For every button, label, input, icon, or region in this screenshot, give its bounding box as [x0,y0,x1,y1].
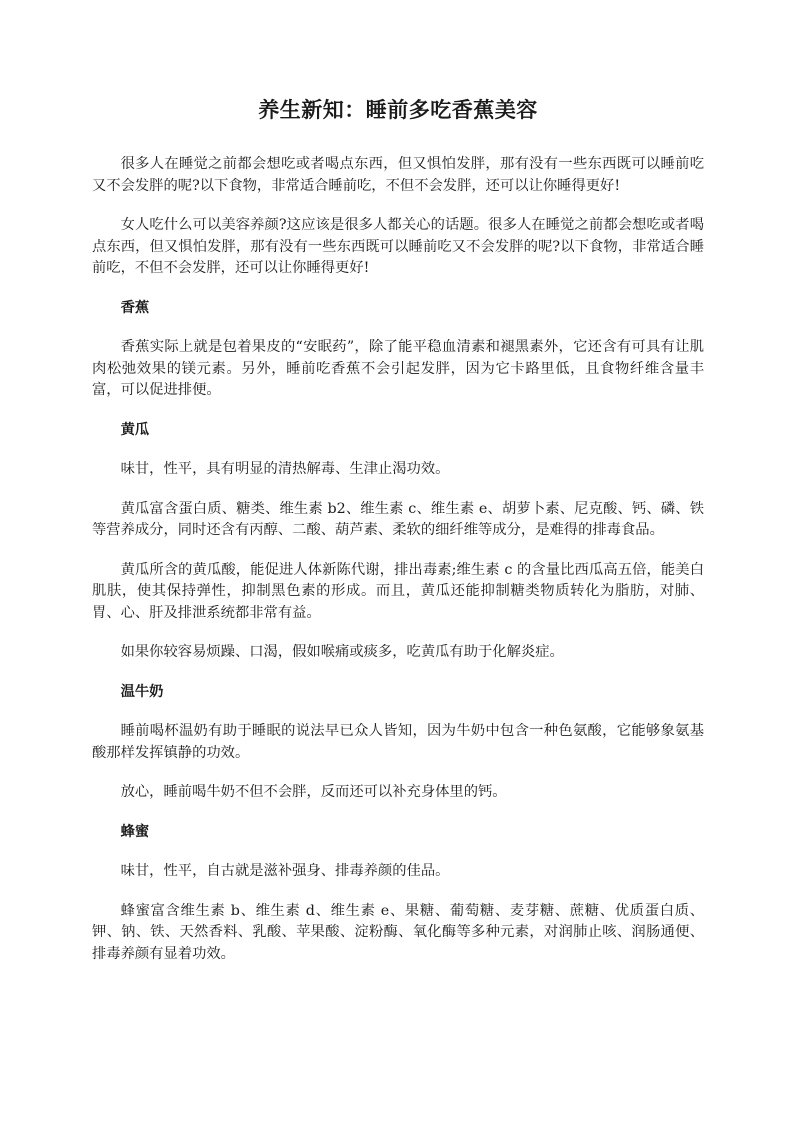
banana-paragraph-1: 香蕉实际上就是包着果皮的“安眠药”，除了能平稳血清素和褪黑素外，它还含有可具有让肌肉松弛效果的镁元素。另外，睡前吃香蕉不会引起发胖，因为它卡路里低，且食物纤维含量丰富，可以促进排便。 [92,339,704,398]
section-heading-warm-milk: 温牛奶 [120,683,164,700]
warm-milk-paragraph-2: 放心，睡前喝牛奶不但不会胖，反而还可以补充身体里的钙。 [120,784,507,800]
document-page [92,96,704,983]
section-warm-milk [92,682,704,804]
section-heading-honey: 蜂蜜 [120,823,150,840]
section-honey [92,822,704,966]
page-title: 养生新知：睡前多吃香蕉美容 [258,97,538,122]
honey-paragraph-2: 蜂蜜富含维生素 b、维生素 d、维生素 e、果糖、葡萄糖、麦芽糖、蔗糖、优质蛋白质、钾、钠、铁、天然香料、乳酸、苹果酸、淀粉酶、氧化酶等多种元素，对润肺止咳、润肠通便、排毒养颜有显着功效。 [92,902,704,962]
section-heading-banana: 香蕉 [120,299,150,316]
intro-paragraph-1: 很多人在睡觉之前都会想吃或者喝点东西，但又惧怕发胖，那有没有一些东西既可以睡前吃又不会发胖的呢?以下食物，非常适合睡前吃，不但不会发胖，还可以让你睡得更好! [92,156,704,194]
cucumber-paragraph-1: 味甘，性平，具有明显的清热解毒、生津止渴功效。 [120,461,450,477]
cucumber-paragraph-2: 黄瓜富含蛋白质、糖类、维生素 b2、维生素 c、维生素 e、胡萝卜素、尼克酸、钙、磷、铁等营养成分，同时还含有丙醇、二酸、葫芦素、柔软的细纤维等成分，是难得的排毒食品。 [92,500,704,538]
cucumber-paragraph-3: 黄瓜所含的黄瓜酸，能促进人体新陈代谢，排出毒素;维生素 c 的含量比西瓜高五倍，能美白肌肤，使其保持弹性，抑制黑色素的形成。而且，黄瓜还能抑制糖类物质转化为脂肪，对肺、胃、心、肝及排泄系统都非常有益。 [92,561,704,621]
intro-paragraph-2: 女人吃什么可以美容养颜?这应该是很多人都关心的话题。很多人在睡觉之前都会想吃或者喝点东西，但又惧怕发胖，那有没有一些东西既可以睡前吃又不会发胖的呢?以下食物，非常适合睡前吃，不但不会发胖，还可以让你睡得更好! [92,217,704,276]
warm-milk-paragraph-1: 睡前喝杯温奶有助于睡眠的说法早已众人皆知，因为牛奶中包含一种色氨酸，它能够象氨基酸那样发挥镇静的功效。 [92,723,704,761]
cucumber-paragraph-4: 如果你较容易烦躁、口渴，假如喉痛或痰多，吃黄瓜有助于化解炎症。 [120,644,564,660]
honey-paragraph-1: 味甘，性平，自古就是滋补强身、排毒养颜的佳品。 [120,863,450,879]
section-cucumber [92,420,704,664]
section-heading-cucumber: 黄瓜 [120,421,150,438]
section-banana [92,298,704,402]
